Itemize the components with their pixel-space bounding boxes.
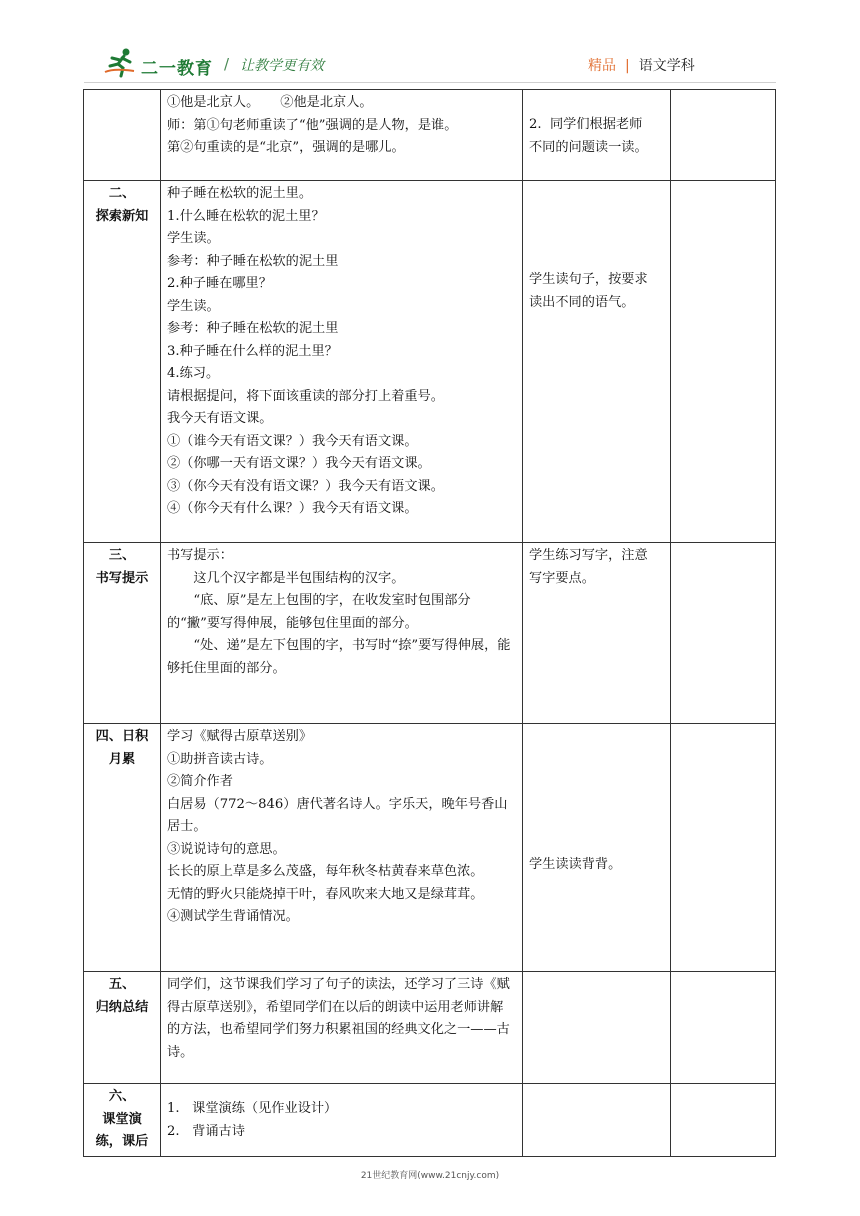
row-content: 种子睡在松软的泥土里。 1.什么睡在松软的泥土里？ 学生读。 参考：种子睡在松软的泥土里 2.种子睡在哪里？ 学生读。 参考：种子睡在松软的泥土里 3.种子睡在什么样的泥土里？ 4.练习。 请根据提问，将下面该重读的部分打上着重号。 我今天有语文课。 ①（谁今天有语文课？）我今天有语文课。 ②（你哪一天有语文课？）我今天有语文课。 ③（你今天有没有语文课？）我今天有语文课。 ④（你今天有什么课？）我今天有语文课。	[161, 181, 523, 543]
lesson-plan-table	[83, 89, 776, 1157]
table-row	[84, 543, 776, 724]
page-footer: 21世纪教育网(www.21cnjy.com)	[360, 1171, 500, 1181]
row-title: 六、 课堂演 练，课后	[84, 1084, 161, 1157]
slogan: 让教学更有效	[240, 58, 324, 74]
row-title: 三、 书写提示	[84, 543, 161, 724]
header-slash: /	[224, 55, 230, 73]
subject-label: 语文学科	[638, 58, 695, 74]
row-student-activity	[523, 972, 671, 1084]
row-content: 1. 课堂演练（见作业设计） 2. 背诵古诗	[161, 1084, 523, 1157]
premium-label: 精品	[588, 58, 616, 74]
header-separator: |	[625, 58, 630, 74]
row-student-activity	[523, 1084, 671, 1157]
row-notes	[671, 90, 776, 181]
runner-logo-icon	[104, 46, 138, 78]
header-tags	[588, 55, 695, 75]
table-row	[84, 972, 776, 1084]
row-content: 学习《赋得古原草送别》 ①助拼音读古诗。 ②简介作者 白居易（772～846）唐代著名诗人。字乐天，晚年号香山居士。 ③说说诗句的意思。 长长的原上草是多么茂盛，每年秋冬枯黄春来草色浓。 无情的野火只能烧掉干叶，春风吹来大地又是绿茸茸。 ④测试学生背诵情况。	[161, 724, 523, 972]
row-content: 同学们，这节课我们学习了句子的读法，还学习了三诗《赋得古原草送别》，希望同学们在以后的朗读中运用老师讲解的方法，也希望同学们努力积累祖国的经典文化之一——古诗。	[161, 972, 523, 1084]
row-content: 书写提示： 这几个汉字都是半包围结构的汉字。 “底、原”是左上包围的字，在收发室时包围部分的“撇”要写得伸展，能够包住里面的部分。 “处、递”是左下包围的字，书写时“捺”要写得伸展，能够托住里面的部分。	[161, 543, 523, 724]
row-title: 二、 探索新知	[84, 181, 161, 543]
row-notes	[671, 972, 776, 1084]
row-notes	[671, 181, 776, 543]
row-title	[84, 90, 161, 181]
row-student-activity: 学生练习写字，注意 写字要点。	[523, 543, 671, 724]
table-row	[84, 724, 776, 972]
table-row	[84, 181, 776, 543]
row-title: 四、日积 月累	[84, 724, 161, 972]
row-student-activity: 学生读句子，按要求 读出不同的语气。	[523, 181, 671, 543]
table-row	[84, 1084, 776, 1157]
row-notes	[671, 1084, 776, 1157]
table-row	[84, 90, 776, 181]
row-student-activity: 学生读读背背。	[523, 724, 671, 972]
row-notes	[671, 543, 776, 724]
row-title: 五、 归纳总结	[84, 972, 161, 1084]
page-header	[0, 0, 860, 90]
row-notes	[671, 724, 776, 972]
row-student-activity: 2. 同学们根据老师 不同的问题读一读。	[523, 90, 671, 181]
header-divider	[84, 82, 776, 83]
row-content: ①他是北京人。 ②他是北京人。 师：第①句老师重读了“他”强调的是人物，是谁。 第②句重读的是“北京”，强调的是哪儿。	[161, 90, 523, 181]
logo-text: 二一教育	[141, 59, 213, 79]
